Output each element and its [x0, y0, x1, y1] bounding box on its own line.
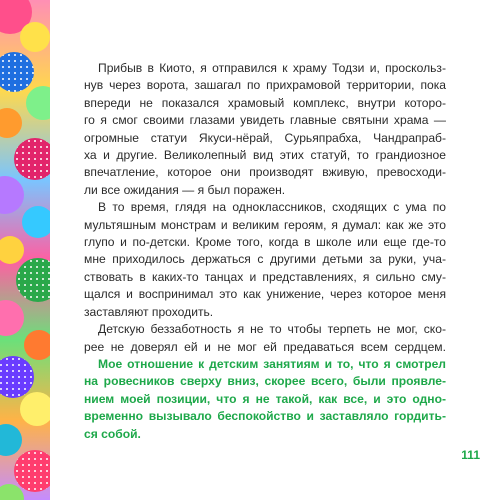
text-line: щался и воспринимал это как унижение, через которое меня	[84, 287, 446, 302]
page-number: 111	[461, 448, 480, 462]
text-line: В то время, глядя на одноклассников, сходящих с ума по	[98, 200, 446, 215]
text-line: Мое отношение к детским занятиям и то, что я смотрел	[98, 356, 446, 371]
text-line: заставляют проходить.	[84, 304, 214, 319]
text-line: Прибыв в Киото, я отправился к храму Тодзи и, проскольз-	[98, 61, 446, 75]
text-line: огромные статуи Якуси-нёрай, Сурьяпрабха, Чандрапраб-	[84, 130, 446, 145]
text-line: мне приходилось держаться с другими детьми за руки, уча-	[84, 252, 446, 267]
text-line: нув через ворота, зашагал по прихрамовой территории, пока	[84, 78, 446, 93]
text-line: Детскую беззаботность я не то чтобы терпеть не мог, ско-	[98, 322, 446, 337]
text-line: глупо и по-детски. Кроме того, когда в школе или еще где-то	[84, 235, 446, 250]
candy-photo-strip	[0, 0, 50, 500]
text-line: ся собой.	[84, 426, 141, 441]
text-line: ствовать в каких-то танцах и представлениях, я сильно сму-	[84, 269, 446, 284]
highlighted-paragraph	[84, 356, 446, 443]
text-line: рее не доверял ей и не мог ей предаваться всем сердцем.	[84, 339, 446, 354]
text-line: го я смог своими глазами увидеть главные святыни храма —	[84, 113, 446, 128]
text-line: на ровесников сверху вниз, скорее всего, были проявле-	[84, 374, 446, 389]
text-line: ли все ожидания — я был поражен.	[84, 182, 286, 197]
body-text	[84, 60, 446, 443]
text-line: временно вызывало беспокойство и заставляло гордить-	[84, 409, 446, 424]
text-line: впечатление, которое они производят вживую, превосходи-	[84, 165, 446, 180]
text-line: ха и другие. Великолепный вид этих статуй, то грандиозное	[84, 148, 446, 163]
text-line: нием моей позиции, что я не такой, как все, и это одно-	[84, 391, 446, 406]
text-line: впереди не показался храмовый комплекс, внутри которо-	[84, 95, 446, 110]
text-line: мультяшным монстрам и великим героям, я думал: как же это	[84, 217, 446, 232]
paragraph-2	[84, 199, 446, 321]
paragraph-3	[84, 321, 446, 356]
paragraph-1	[84, 60, 446, 199]
